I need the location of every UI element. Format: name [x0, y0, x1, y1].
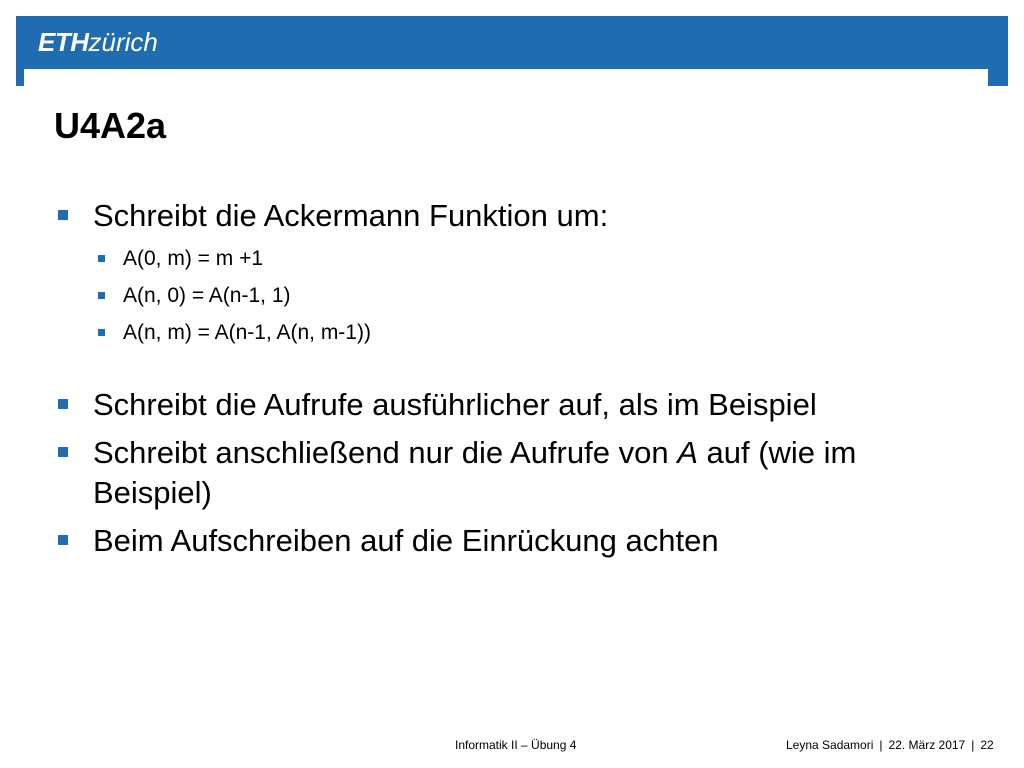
square-bullet-icon	[98, 292, 105, 299]
sub-bullet-text: A(n, m) = A(n-1, A(n, m-1))	[123, 321, 371, 344]
sub-bullet-item	[56, 245, 956, 273]
footer-separator: |	[879, 738, 883, 752]
bullet-item	[56, 385, 956, 425]
footer-course: Informatik II – Übung 4	[455, 738, 577, 752]
bullet-item	[56, 433, 956, 513]
header-banner	[16, 16, 1008, 69]
spacer	[56, 347, 956, 385]
square-bullet-icon	[98, 255, 105, 262]
sub-bullet-text: A(n, 0) = A(n-1, 1)	[123, 284, 291, 307]
sub-bullet-text: A(0, m) = m +1	[123, 247, 264, 270]
footer-page-number: 22	[980, 738, 994, 752]
slide-content	[56, 196, 956, 561]
square-bullet-icon	[58, 399, 68, 409]
footer-separator: |	[971, 738, 975, 752]
square-bullet-icon	[98, 329, 105, 336]
bullet-item	[56, 521, 956, 561]
footer-info	[786, 737, 994, 753]
footer-author: Leyna Sadamori	[786, 738, 874, 752]
header-banner-notch-left	[16, 69, 24, 86]
bullet-text: Schreibt die Ackermann Funktion um:	[93, 198, 609, 233]
square-bullet-icon	[58, 210, 68, 220]
bullet-text: Beim Aufschreiben auf die Einrückung achten	[93, 523, 719, 558]
logo-zurich: zürich	[88, 27, 158, 57]
footer-date: 22. März 2017	[888, 738, 966, 752]
bullet-text-before: Schreibt anschließend nur die Aufrufe von	[93, 435, 678, 470]
square-bullet-icon	[58, 447, 68, 457]
bullet-text-after: auf (wie im Beispiel)	[93, 435, 857, 510]
slide-title: U4A2a	[54, 105, 167, 146]
bullet-text: Schreibt die Aufrufe ausführlicher auf, als im Beispiel	[93, 387, 817, 422]
header-banner-notch-right	[988, 69, 1008, 86]
bullet-text-italic: A	[677, 435, 698, 470]
bullet-item	[56, 196, 956, 236]
sub-bullet-item	[56, 282, 956, 310]
square-bullet-icon	[58, 535, 68, 545]
eth-zurich-logo	[38, 26, 158, 58]
sub-bullet-item	[56, 319, 956, 347]
logo-eth: ETH	[38, 27, 89, 57]
